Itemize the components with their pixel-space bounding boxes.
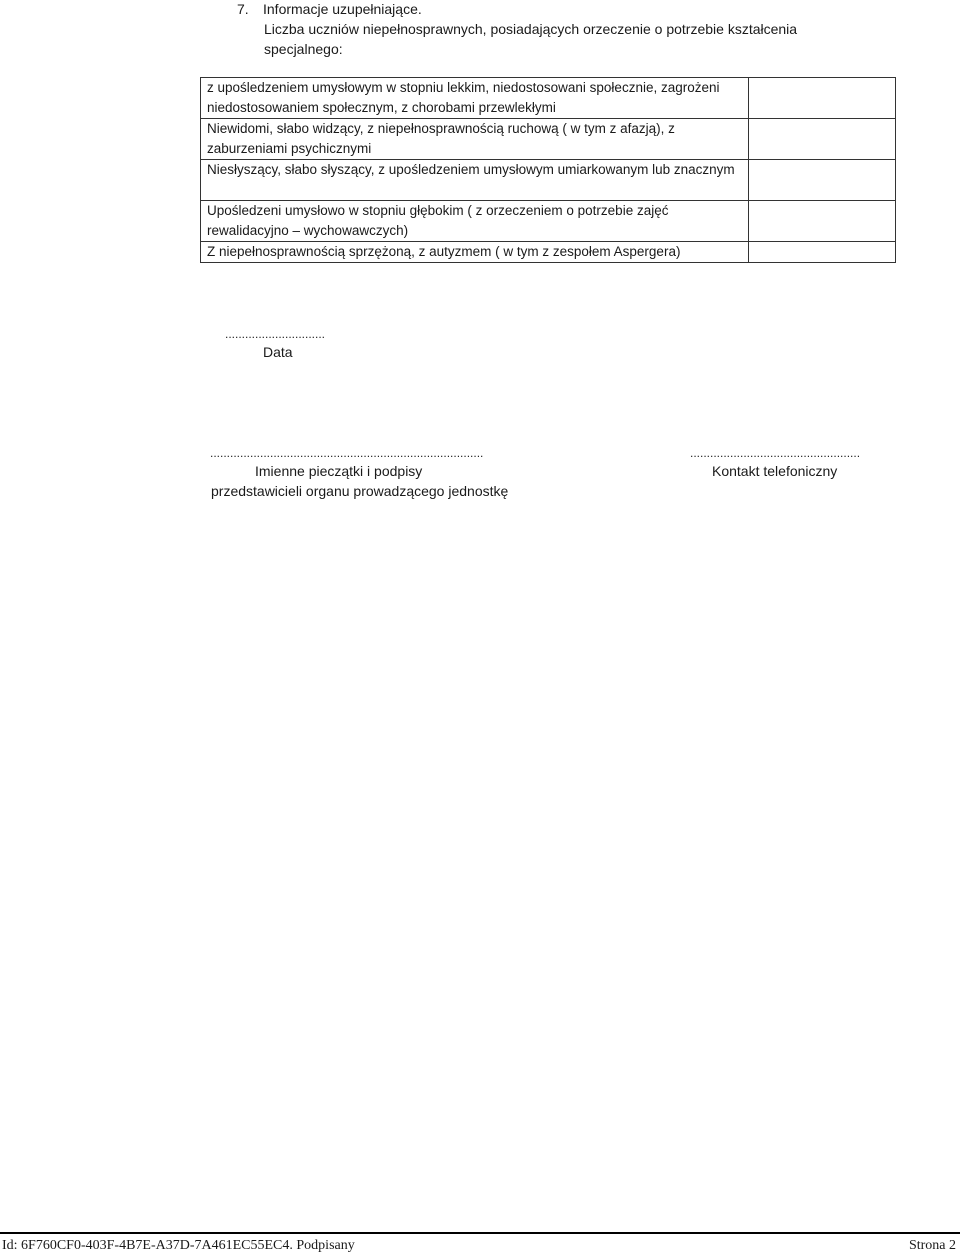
date-dotted-line: .............................. [225,327,326,341]
section-heading [237,0,422,18]
document-id-footer: Id: 6F760CF0-403F-4B7E-A37D-7A461EC55EC4. Podpisany [2,1238,355,1253]
table-row [201,201,896,242]
category-count-field[interactable] [749,119,896,160]
table-row [201,242,896,263]
table-row [201,78,896,119]
section-intro: Liczba uczniów niepełnosprawnych, posiadających orzeczenie o potrzebie kształcenia specjalnego: [264,21,798,57]
page-number: Strona 2 [908,1238,956,1253]
table-row [201,119,896,160]
section-number: 7. [237,1,249,17]
stamp-signature-sublabel: przedstawicieli organu prowadzącego jednostkę [211,483,509,499]
category-count-field[interactable] [749,78,896,119]
category-count-field[interactable] [749,242,896,263]
table-row [201,160,896,201]
category-label: Z niepełnosprawnością sprzężoną, z autyzmem ( w tym z zespołem Aspergera) [201,242,749,263]
category-label: Upośledzeni umysłowo w stopniu głębokim ( z orzeczeniem o potrzebie zajęć rewalidacyjno – wychowawczych) [201,201,749,242]
contact-label: Kontakt telefoniczny [712,463,838,479]
disability-categories-table [200,77,896,263]
stamp-signature-label: Imienne pieczątki i podpisy [255,463,423,479]
category-count-field[interactable] [749,201,896,242]
contact-dotted-line: ................................................... [690,446,861,460]
category-count-field[interactable] [749,160,896,201]
section-title: Informacje uzupełniające. [263,1,422,17]
category-label: z upośledzeniem umysłowym w stopniu lekkim, niedostosowani społecznie, zagrożeni niedostosowaniem społecznym, z chorobami przewlekłymi [201,78,749,119]
category-label: Niewidomi, słabo widzący, z niepełnosprawnością ruchową ( w tym z afazją), z zaburzeniami psychicznymi [201,119,749,160]
category-label: Niesłyszący, słabo słyszący, z upośledzeniem umysłowym umiarkowanym lub znacznym [201,160,749,201]
footer-divider [0,1232,960,1234]
stamp-signature-dotted-line: .................................................................................. [210,446,484,460]
date-label: Data [263,344,293,360]
